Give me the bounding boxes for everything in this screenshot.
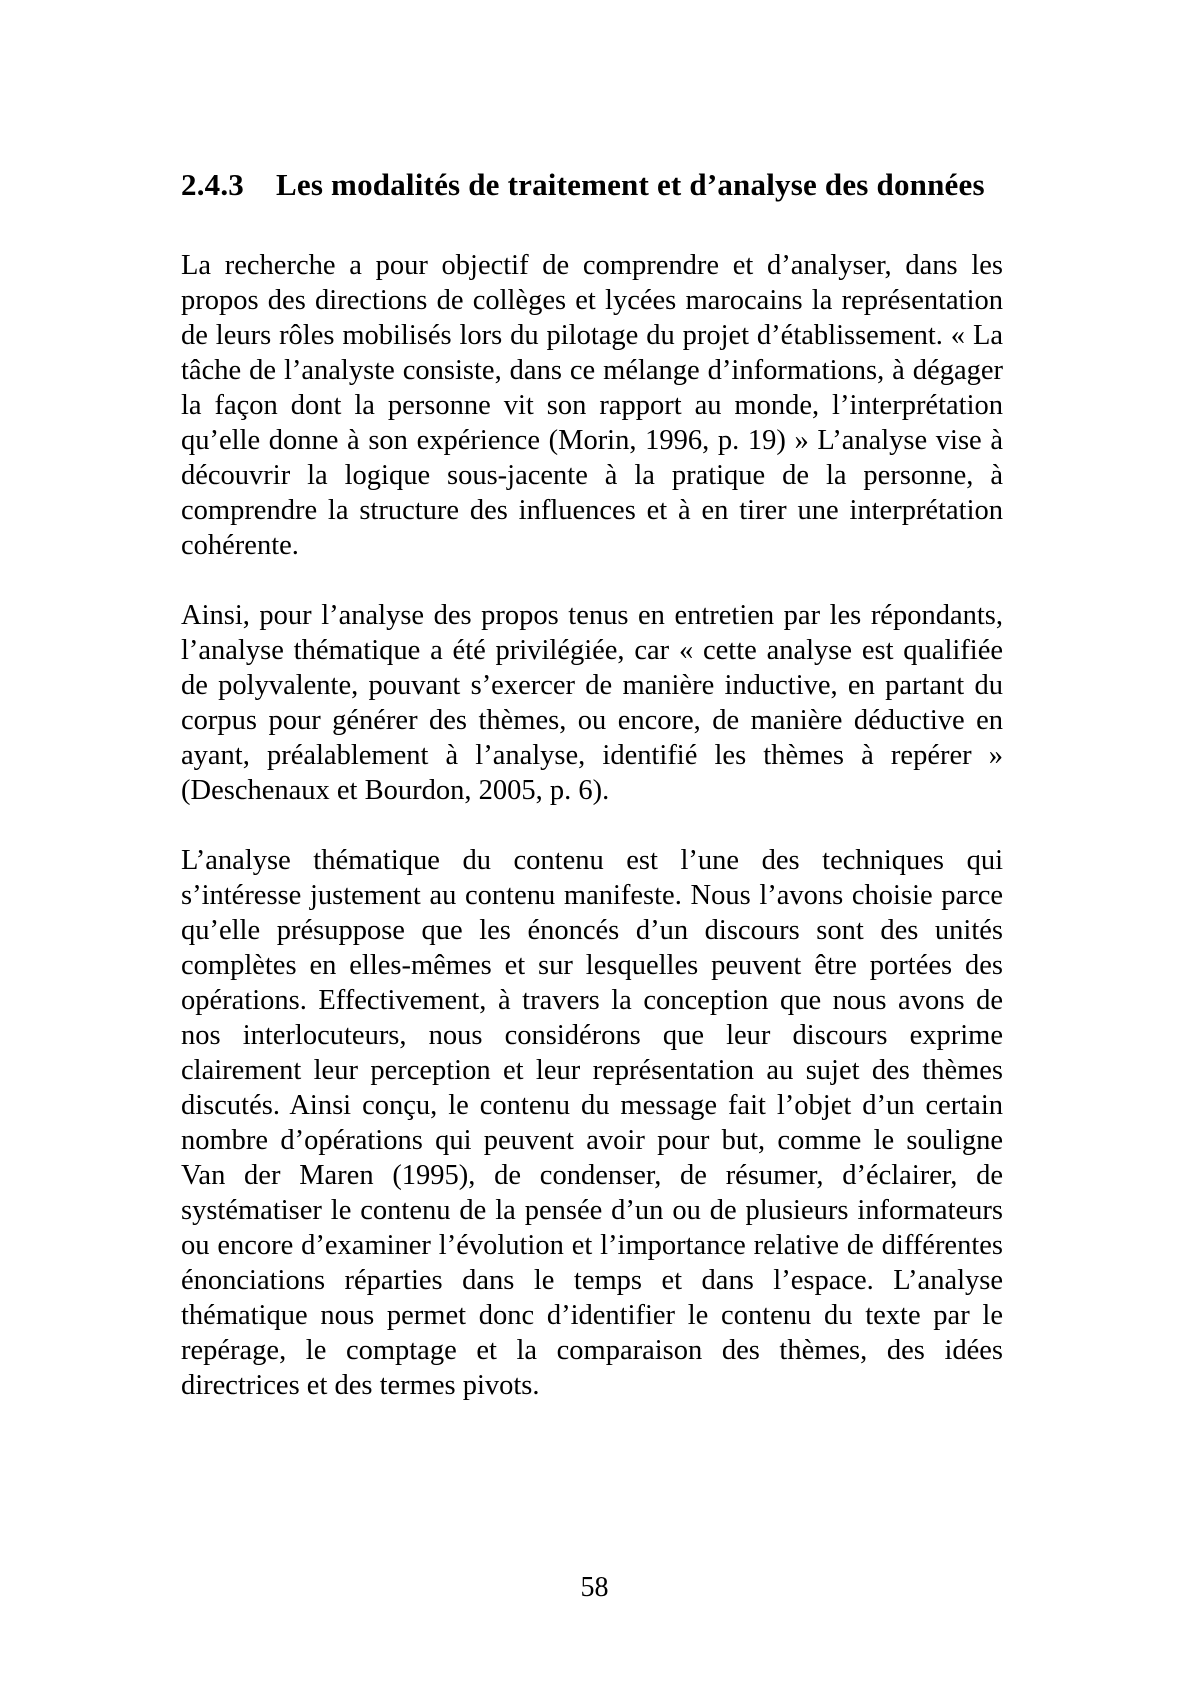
section-number: 2.4.3 [181, 167, 244, 202]
paragraph-thematic-analysis-choice: Ainsi, pour l’analyse des propos tenus en entretien par les répondants, l’analyse thématique a été privilégiée, car « cette analyse est qualifiée de polyvalente, pouvant s’exercer de manière inductive, en partant du corpus pour générer des thèmes, ou encore, de manière déductive en ayant, préalablement à l’analyse, identifié les thèmes à repérer » (Deschenaux et Bourdon, 2005, p. 6). [181, 600, 1003, 806]
section-heading [181, 166, 1003, 204]
paragraph-thematic-analysis-description: L’analyse thématique du contenu est l’une des techniques qui s’intéresse justement au contenu manifeste. Nous l’avons choisie parce qu’elle présuppose que les énoncés d’un discours sont des unités complètes en elles-mêmes et sur lesquelles peuvent être portées des opérations. Effectivement, à travers la conception que nous avons de nos interlocuteurs, nous considérons que leur discours exprime clairement leur perception et leur représentation au sujet des thèmes discutés. Ainsi conçu, le contenu du message fait l’objet d’un certain nombre d’opérations qui peuvent avoir pour but, comme le souligne Van der Maren (1995), de condenser, de résumer, d’éclairer, de systématiser le contenu de la pensée d’un ou de plusieurs informateurs ou encore d’examiner l’évolution et l’importance relative de différentes énonciations réparties dans le temps et dans l’espace. L’analyse thématique nous permet donc d’identifier le contenu du texte par le repérage, le comptage et la comparaison des thèmes, des idées directrices et des termes pivots. [181, 845, 1003, 1401]
page-number: 58 [580, 1572, 609, 1603]
paragraph-research-objective: La recherche a pour objectif de comprendre et d’analyser, dans les propos des directions de collèges et lycées marocains la représentation de leurs rôles mobilisés lors du pilotage du projet d’établissement. « La tâche de l’analyste consiste, dans ce mélange d’informations, à dégager la façon dont la personne vit son rapport au monde, l’interprétation qu’elle donne à son expérience (Morin, 1996, p. 19) » L’analyse vise à découvrir la logique sous-jacente à la pratique de la personne, à comprendre la structure des influences et à en tirer une interprétation cohérente. [181, 250, 1003, 561]
section-title: Les modalités de traitement et d’analyse des données [276, 167, 985, 202]
text-column [181, 166, 1003, 1403]
